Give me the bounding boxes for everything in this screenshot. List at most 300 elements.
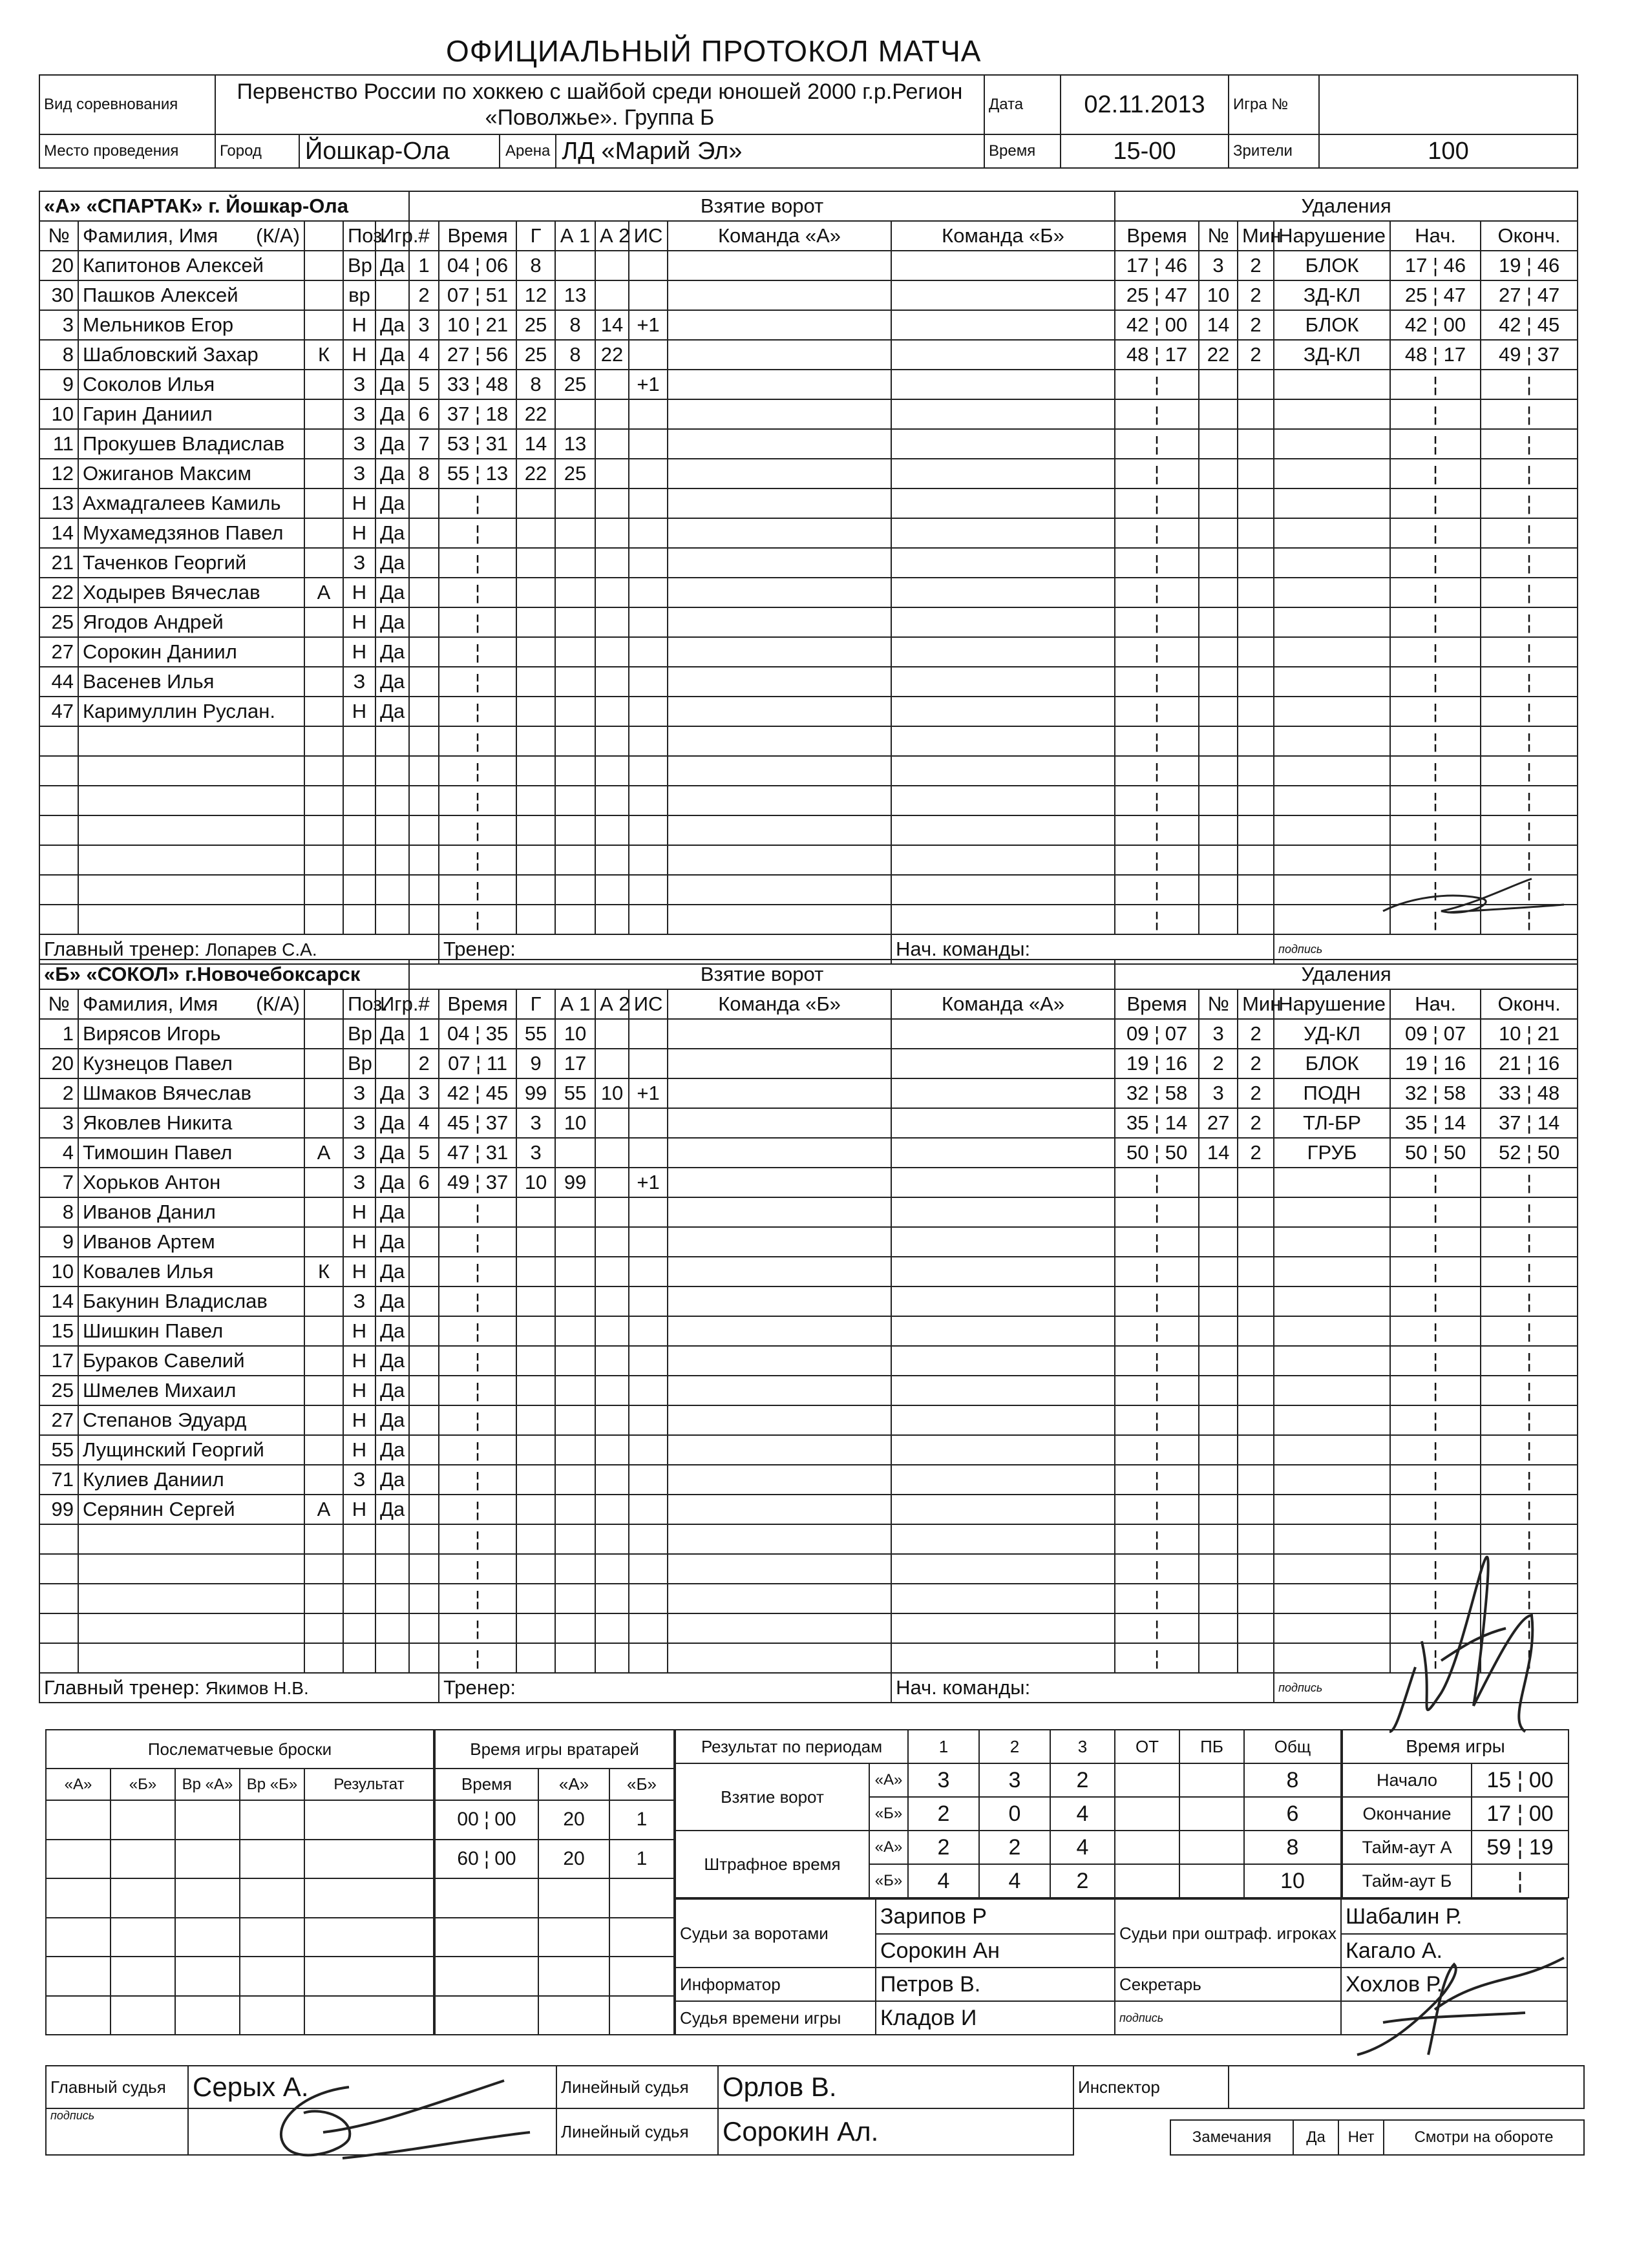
- player-captain-mark: [304, 1405, 343, 1435]
- goal-time: ¦: [439, 905, 516, 934]
- goal-assist-1: [555, 1405, 595, 1435]
- penalty-player: [1199, 815, 1238, 845]
- team-grid-cell: [891, 637, 1115, 667]
- table-row: [39, 578, 1578, 607]
- penalty-minutes: [1238, 905, 1274, 934]
- col-pen-no: №: [1199, 989, 1238, 1019]
- goal-situation: [629, 875, 668, 905]
- penalty-minutes: [1238, 578, 1274, 607]
- team-grid-cell: [891, 1257, 1115, 1286]
- start-time: 15 ¦ 00: [1472, 1763, 1569, 1797]
- table-row: [39, 1168, 1578, 1197]
- penalty-start: ¦: [1390, 1376, 1481, 1405]
- team-a-table: [39, 191, 1578, 965]
- player-position: Вр: [343, 1019, 375, 1049]
- penalty-player: [1199, 518, 1238, 548]
- penalty-player: [1199, 756, 1238, 786]
- player-number: 7: [39, 1168, 78, 1197]
- team-grid-cell: [891, 667, 1115, 697]
- player-position: З: [343, 429, 375, 459]
- goal-time: ¦: [439, 1613, 516, 1643]
- team-grid-cell: [668, 1495, 891, 1524]
- penalty-end: ¦: [1481, 607, 1578, 637]
- team-grid-cell: [891, 399, 1115, 429]
- penalty-judge-2: Кагало А.: [1346, 1938, 1442, 1963]
- gk-ss: 00: [494, 1809, 516, 1831]
- goal-assist-1: 13: [555, 280, 595, 310]
- player-name: Ковалев Илья: [78, 1257, 304, 1286]
- venue-label: Место проведения: [39, 134, 215, 168]
- goal-situation: [629, 726, 668, 756]
- team-grid-cell: [668, 1584, 891, 1613]
- player-number: [39, 875, 78, 905]
- goal-situation: [629, 280, 668, 310]
- team-b-rows: [39, 1019, 1578, 1673]
- goal-scorer: [516, 578, 555, 607]
- goal-assist-1: 10: [555, 1108, 595, 1138]
- goal-situation: [629, 1257, 668, 1286]
- player-position: З: [343, 1078, 375, 1108]
- goal-time: ¦: [439, 697, 516, 726]
- linesman1-label: Линейный судья: [556, 2066, 718, 2108]
- goal-scorer: 3: [516, 1108, 555, 1138]
- player-played: Да: [375, 1465, 409, 1495]
- periods-title: Результат по периодам: [675, 1730, 908, 1763]
- team-grid-cell: [891, 1524, 1115, 1554]
- team-grid-cell: [891, 578, 1115, 607]
- goal-assist-2: [595, 548, 629, 578]
- player-position: З: [343, 399, 375, 429]
- gk-row-a: 20: [538, 1840, 609, 1878]
- goal-scorer: [516, 1257, 555, 1286]
- penalty-player: [1199, 1613, 1238, 1643]
- player-played: [375, 786, 409, 815]
- team-grid-cell: [668, 756, 891, 786]
- player-played: Да: [375, 1108, 409, 1138]
- player-number: 15: [39, 1316, 78, 1346]
- player-captain-mark: [304, 756, 343, 786]
- goal-assist-2: [595, 845, 629, 875]
- penalty-minutes: [1238, 1227, 1274, 1257]
- table-row: [39, 1524, 1578, 1554]
- player-name: Кузнецов Павел: [78, 1049, 304, 1078]
- goal-number: [409, 815, 439, 845]
- team-grid-cell: [668, 1613, 891, 1643]
- timeout-b-time: ¦: [1472, 1864, 1569, 1898]
- goal-assist-2: [595, 1584, 629, 1613]
- player-position: Н: [343, 340, 375, 370]
- penalty-minutes: [1238, 1405, 1274, 1435]
- team-grid-cell: [668, 1168, 891, 1197]
- team-grid-cell: [668, 1108, 891, 1138]
- player-number: 13: [39, 488, 78, 518]
- col-play: Игр.: [375, 989, 409, 1019]
- end-label: Окончание: [1342, 1797, 1472, 1831]
- player-captain-mark: [304, 1108, 343, 1138]
- goal-number: [409, 518, 439, 548]
- pim-b-mark: «Б»: [869, 1864, 908, 1898]
- goal-assist-1: [555, 1286, 595, 1316]
- player-played: Да: [375, 518, 409, 548]
- player-captain-mark: [304, 1316, 343, 1346]
- goal-situation: [629, 1643, 668, 1673]
- penalty-player: 10: [1199, 280, 1238, 310]
- game-time-title: Время игры: [1342, 1730, 1569, 1763]
- penalty-minutes: 2: [1238, 280, 1274, 310]
- team-grid-cell: [668, 1197, 891, 1227]
- goal-situation: [629, 548, 668, 578]
- penalty-violation: [1274, 1465, 1390, 1495]
- goal-situation: +1: [629, 370, 668, 399]
- goal-assist-1: [555, 1376, 595, 1405]
- team-grid-cell: [668, 1078, 891, 1108]
- player-position: З: [343, 667, 375, 697]
- goal-time: 07 ¦ 11: [439, 1049, 516, 1078]
- secretary-name: Хохлов Р..: [1341, 1968, 1567, 2001]
- goal-scorer: 3: [516, 1138, 555, 1168]
- team-grid-cell: [668, 429, 891, 459]
- main-referee-signature: [246, 2068, 543, 2171]
- penalty-minutes: [1238, 815, 1274, 845]
- player-position: З: [343, 1108, 375, 1138]
- player-position: Н: [343, 1197, 375, 1227]
- penalty-violation: [1274, 399, 1390, 429]
- goal-number: 2: [409, 280, 439, 310]
- goal-judge-1: Зарипов Р: [876, 1900, 1114, 1935]
- team-grid-cell: [668, 1554, 891, 1584]
- col-pen-start: Нач.: [1390, 989, 1481, 1019]
- goal-situation: [629, 1197, 668, 1227]
- penalty-violation: [1274, 756, 1390, 786]
- goal-number: [409, 488, 439, 518]
- goal-scorer: [516, 845, 555, 875]
- player-captain-mark: [304, 667, 343, 697]
- goalie-time-table: [434, 1729, 675, 2035]
- goal-time: 37 ¦ 18: [439, 399, 516, 429]
- goal-number: [409, 1524, 439, 1554]
- goal-assist-2: [595, 1168, 629, 1197]
- penalty-time: ¦: [1115, 1316, 1199, 1346]
- goal-assist-2: [595, 251, 629, 280]
- team-b-chief: Нач. команды:: [891, 1673, 1274, 1703]
- player-played: Да: [375, 1138, 409, 1168]
- team-b-title: «Б» «СОКОЛ» г.Новочебоксарск: [39, 960, 409, 989]
- penalty-end: ¦: [1481, 1376, 1578, 1405]
- gk-row-a: 20: [538, 1800, 609, 1839]
- player-position: Н: [343, 607, 375, 637]
- player-name: [78, 1643, 304, 1673]
- penalty-minutes: 2: [1238, 251, 1274, 280]
- goal-scorer: [516, 1405, 555, 1435]
- goal-number: 5: [409, 1138, 439, 1168]
- penalty-violation: [1274, 1584, 1390, 1613]
- player-number: 2: [39, 1078, 78, 1108]
- team-grid-cell: [668, 310, 891, 340]
- penalty-minutes: [1238, 1554, 1274, 1584]
- goal-assist-2: [595, 607, 629, 637]
- goal-scorer: [516, 1316, 555, 1346]
- penalty-end: ¦: [1481, 488, 1578, 518]
- pim-a-ot: [1115, 1831, 1179, 1864]
- penalty-time: ¦: [1115, 1435, 1199, 1465]
- player-name: Вирясов Игорь: [78, 1019, 304, 1049]
- goal-number: 3: [409, 1078, 439, 1108]
- period-ot: ОТ: [1115, 1730, 1179, 1763]
- goal-time: ¦: [439, 1405, 516, 1435]
- goal-situation: [629, 1019, 668, 1049]
- goal-time: ¦: [439, 1316, 516, 1346]
- competition-line1: Первенство России по хоккею с шайбой среди юношей 2000 г.р.Регион: [237, 79, 963, 104]
- goal-assist-2: [595, 1197, 629, 1227]
- player-position: [343, 1643, 375, 1673]
- penalty-start: 42 ¦ 00: [1390, 310, 1481, 340]
- player-position: Н: [343, 1316, 375, 1346]
- penalty-minutes: [1238, 1346, 1274, 1376]
- page-title: ОФИЦИАЛЬНЫЙ ПРОТОКОЛ МАТЧА: [446, 34, 982, 68]
- goal-number: [409, 1346, 439, 1376]
- match-date: 02.11.2013: [1061, 75, 1229, 134]
- penalty-start: ¦: [1390, 1197, 1481, 1227]
- player-captain-mark: [304, 399, 343, 429]
- player-played: Да: [375, 697, 409, 726]
- table-row: [39, 340, 1578, 370]
- col-pen-no: №: [1199, 221, 1238, 251]
- main-referee-name: Серых А.: [188, 2066, 556, 2108]
- penalty-end: ¦: [1481, 1286, 1578, 1316]
- goal-assist-1: 17: [555, 1049, 595, 1078]
- timeout-a-label: Тайм-аут А: [1342, 1831, 1472, 1864]
- table-row: [39, 815, 1578, 845]
- player-position: [343, 786, 375, 815]
- penalty-end: ¦: [1481, 1405, 1578, 1435]
- team-grid-cell: [668, 1465, 891, 1495]
- main-referee-sign-label: подпись: [46, 2108, 188, 2155]
- penalty-player: [1199, 607, 1238, 637]
- penalty-time: ¦: [1115, 1495, 1199, 1524]
- player-position: вр: [343, 280, 375, 310]
- penalty-end: ¦: [1481, 459, 1578, 488]
- team-grid-cell: [891, 1316, 1115, 1346]
- goal-time: ¦: [439, 607, 516, 637]
- goal-assist-1: [555, 1316, 595, 1346]
- game-number: [1319, 75, 1578, 134]
- goals-label: Взятие ворот: [675, 1763, 869, 1831]
- player-name: Таченков Георгий: [78, 548, 304, 578]
- penalty-violation: [1274, 1346, 1390, 1376]
- team-grid-cell: [891, 488, 1115, 518]
- penalty-end: ¦: [1481, 1257, 1578, 1286]
- goal-scorer: 8: [516, 370, 555, 399]
- goal-assist-2: 14: [595, 310, 629, 340]
- penalty-minutes: 2: [1238, 1138, 1274, 1168]
- team-b-section: [39, 959, 1577, 1703]
- col-team-b: Команда «Б»: [668, 989, 891, 1019]
- goal-number: [409, 1613, 439, 1643]
- goal-scorer: [516, 905, 555, 934]
- player-played: Да: [375, 1495, 409, 1524]
- player-captain-mark: А: [304, 1138, 343, 1168]
- remarks-no[interactable]: Нет: [1338, 2120, 1384, 2155]
- player-number: 20: [39, 1049, 78, 1078]
- table-row: [39, 1138, 1578, 1168]
- team-grid-cell: [891, 756, 1115, 786]
- team-a-sign-label: подпись: [1274, 934, 1578, 964]
- player-position: Н: [343, 1346, 375, 1376]
- goal-assist-1: [555, 488, 595, 518]
- col-goal-g: Г: [516, 221, 555, 251]
- team-grid-cell: [891, 1108, 1115, 1138]
- player-number: 55: [39, 1435, 78, 1465]
- penalty-player: [1199, 1524, 1238, 1554]
- team-grid-cell: [891, 1643, 1115, 1673]
- goal-number: [409, 756, 439, 786]
- team-grid-cell: [891, 1138, 1115, 1168]
- penalty-start: 09 ¦ 07: [1390, 1019, 1481, 1049]
- col-play: Игр.: [375, 221, 409, 251]
- penalty-end: ¦: [1481, 786, 1578, 815]
- player-position: Н: [343, 1257, 375, 1286]
- goal-scorer: [516, 875, 555, 905]
- penalty-time: ¦: [1115, 548, 1199, 578]
- penalty-end: ¦: [1481, 815, 1578, 845]
- goal-time: 04 ¦ 06: [439, 251, 516, 280]
- table-row: [39, 1019, 1578, 1049]
- penalty-minutes: [1238, 1584, 1274, 1613]
- goal-time: ¦: [439, 1227, 516, 1257]
- goal-situation: [629, 518, 668, 548]
- penalty-start: ¦: [1390, 1286, 1481, 1316]
- player-captain-mark: [304, 637, 343, 667]
- team-grid-cell: [668, 1524, 891, 1554]
- team-grid-cell: [891, 875, 1115, 905]
- table-row: [39, 637, 1578, 667]
- table-row: [39, 548, 1578, 578]
- goal-situation: [629, 905, 668, 934]
- player-position: З: [343, 1286, 375, 1316]
- col-goal-time: Время: [439, 989, 516, 1019]
- penalty-player: [1199, 1316, 1238, 1346]
- goal-situation: [629, 1346, 668, 1376]
- team-a-signature: [1370, 872, 1570, 924]
- goal-scorer: 14: [516, 429, 555, 459]
- penalty-violation: БЛОК: [1274, 251, 1390, 280]
- penalty-start: 17 ¦ 46: [1390, 251, 1481, 280]
- player-played: [375, 875, 409, 905]
- penalty-start: ¦: [1390, 1346, 1481, 1376]
- penalty-violation: [1274, 429, 1390, 459]
- penalty-player: [1199, 1405, 1238, 1435]
- player-captain-mark: [304, 1049, 343, 1078]
- team-grid-cell: [668, 1435, 891, 1465]
- goals-b-so: [1179, 1797, 1244, 1831]
- goal-assist-2: [595, 1643, 629, 1673]
- remarks-yes[interactable]: Да: [1293, 2120, 1338, 2155]
- gk-mm: 00: [457, 1809, 479, 1831]
- period-1: 1: [908, 1730, 979, 1763]
- player-position: З: [343, 459, 375, 488]
- goal-situation: [629, 340, 668, 370]
- goal-situation: [629, 251, 668, 280]
- goal-judges: [876, 1899, 1115, 1968]
- team-grid-cell: [668, 1227, 891, 1257]
- team-grid-cell: [891, 548, 1115, 578]
- goal-scorer: 25: [516, 340, 555, 370]
- player-name: Степанов Эдуард: [78, 1405, 304, 1435]
- goal-situation: [629, 786, 668, 815]
- timeout-a-mm: 59: [1486, 1834, 1512, 1860]
- penalty-time: ¦: [1115, 1227, 1199, 1257]
- player-name: Шмаков Вячеслав: [78, 1078, 304, 1108]
- team-grid-cell: [891, 905, 1115, 934]
- goal-number: [409, 875, 439, 905]
- player-number: 9: [39, 1227, 78, 1257]
- goal-situation: [629, 1524, 668, 1554]
- goal-assist-1: [555, 518, 595, 548]
- table-row: [39, 905, 1578, 934]
- player-played: Да: [375, 370, 409, 399]
- penalty-minutes: 2: [1238, 1049, 1274, 1078]
- goal-scorer: [516, 1346, 555, 1376]
- goal-assist-1: [555, 1435, 595, 1465]
- goal-time: ¦: [439, 1286, 516, 1316]
- penalty-start: ¦: [1390, 399, 1481, 429]
- goal-number: [409, 1435, 439, 1465]
- goal-assist-2: [595, 1346, 629, 1376]
- penalty-violation: [1274, 1286, 1390, 1316]
- col-no: №: [39, 221, 78, 251]
- penalty-player: [1199, 1197, 1238, 1227]
- team-grid-cell: [668, 1376, 891, 1405]
- table-row: [39, 1465, 1578, 1495]
- player-name: Шишкин Павел: [78, 1316, 304, 1346]
- penalty-start: ¦: [1390, 637, 1481, 667]
- player-played: Да: [375, 1168, 409, 1197]
- player-captain-mark: [304, 607, 343, 637]
- penalty-violation: [1274, 1197, 1390, 1227]
- penalty-start: ¦: [1390, 607, 1481, 637]
- goals-a-p1: 3: [908, 1763, 979, 1797]
- player-played: [375, 280, 409, 310]
- penalty-time: 42 ¦ 00: [1115, 310, 1199, 340]
- team-grid-cell: [891, 815, 1115, 845]
- goal-number: [409, 667, 439, 697]
- penalty-time: ¦: [1115, 370, 1199, 399]
- penalty-player: [1199, 726, 1238, 756]
- goal-time: 47 ¦ 31: [439, 1138, 516, 1168]
- goal-scorer: 22: [516, 459, 555, 488]
- penalty-time: 19 ¦ 16: [1115, 1049, 1199, 1078]
- player-played: Да: [375, 1435, 409, 1465]
- penalty-minutes: [1238, 399, 1274, 429]
- period-3: 3: [1050, 1730, 1115, 1763]
- team-grid-cell: [891, 1554, 1115, 1584]
- gk-ss: 00: [494, 1847, 516, 1869]
- penalty-start: ¦: [1390, 1554, 1481, 1584]
- player-name: Серянин Сергей: [78, 1495, 304, 1524]
- goal-situation: [629, 488, 668, 518]
- player-captain-mark: [304, 1554, 343, 1584]
- goal-scorer: [516, 1554, 555, 1584]
- team-a-title: «А» «СПАРТАК» г. Йошкар-Ола: [39, 191, 409, 221]
- goal-time: ¦: [439, 786, 516, 815]
- player-captain-mark: [304, 1346, 343, 1376]
- goal-time: ¦: [439, 578, 516, 607]
- goal-scorer: [516, 1435, 555, 1465]
- goal-assist-2: [595, 429, 629, 459]
- goal-assist-1: [555, 251, 595, 280]
- player-number: 47: [39, 697, 78, 726]
- col-no: №: [39, 989, 78, 1019]
